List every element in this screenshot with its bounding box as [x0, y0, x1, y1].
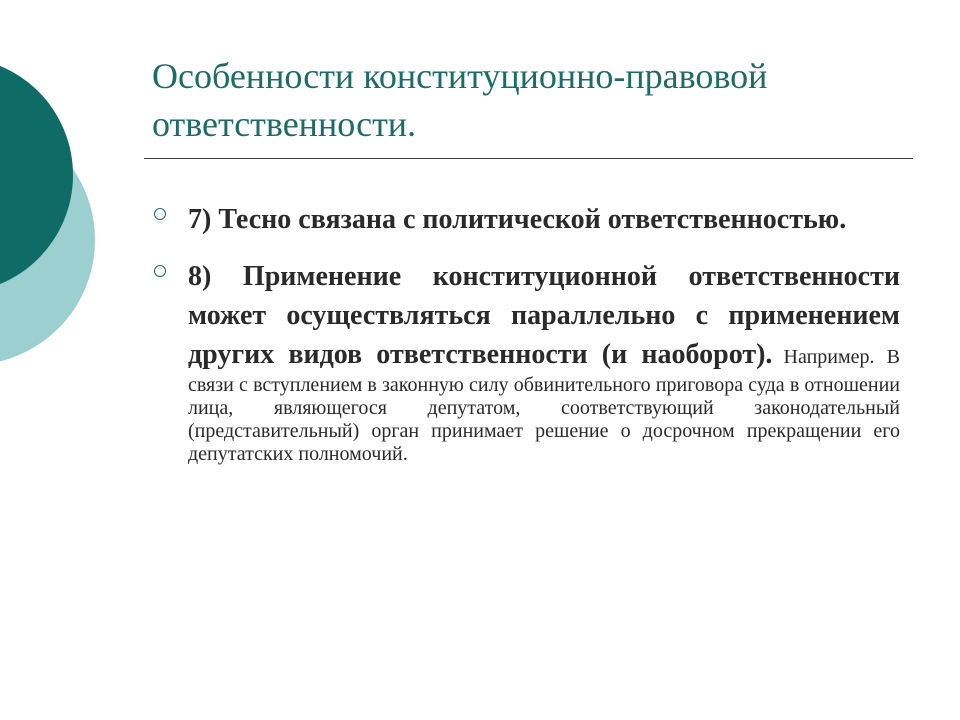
item-plain-text: Например. В связи с вступлением в законную силу обвинительного приговора суда в отношении лица, являющегося депутатом, соответствующий законодательный (представительный) орган принимает решение о досрочном прекращении его депутатских полномочий.	[188, 346, 900, 465]
item-bold-text: 7) Тесно связана с политической ответственностью.	[188, 204, 847, 235]
circle-bullet-icon	[154, 265, 166, 277]
list-item	[152, 200, 900, 239]
title-divider	[144, 158, 913, 159]
item-text	[188, 257, 900, 466]
page-title: Особенности конституционно-правовой ответственности.	[152, 56, 768, 144]
item-bold-text: 8) Применение конституционной ответственности может осуществляться параллельно с применением других видов ответственности (и наоборот).	[188, 261, 900, 370]
circle-bullet-icon	[154, 208, 166, 220]
item-text	[188, 200, 900, 239]
bullet-list	[152, 200, 900, 484]
list-item	[152, 257, 900, 466]
